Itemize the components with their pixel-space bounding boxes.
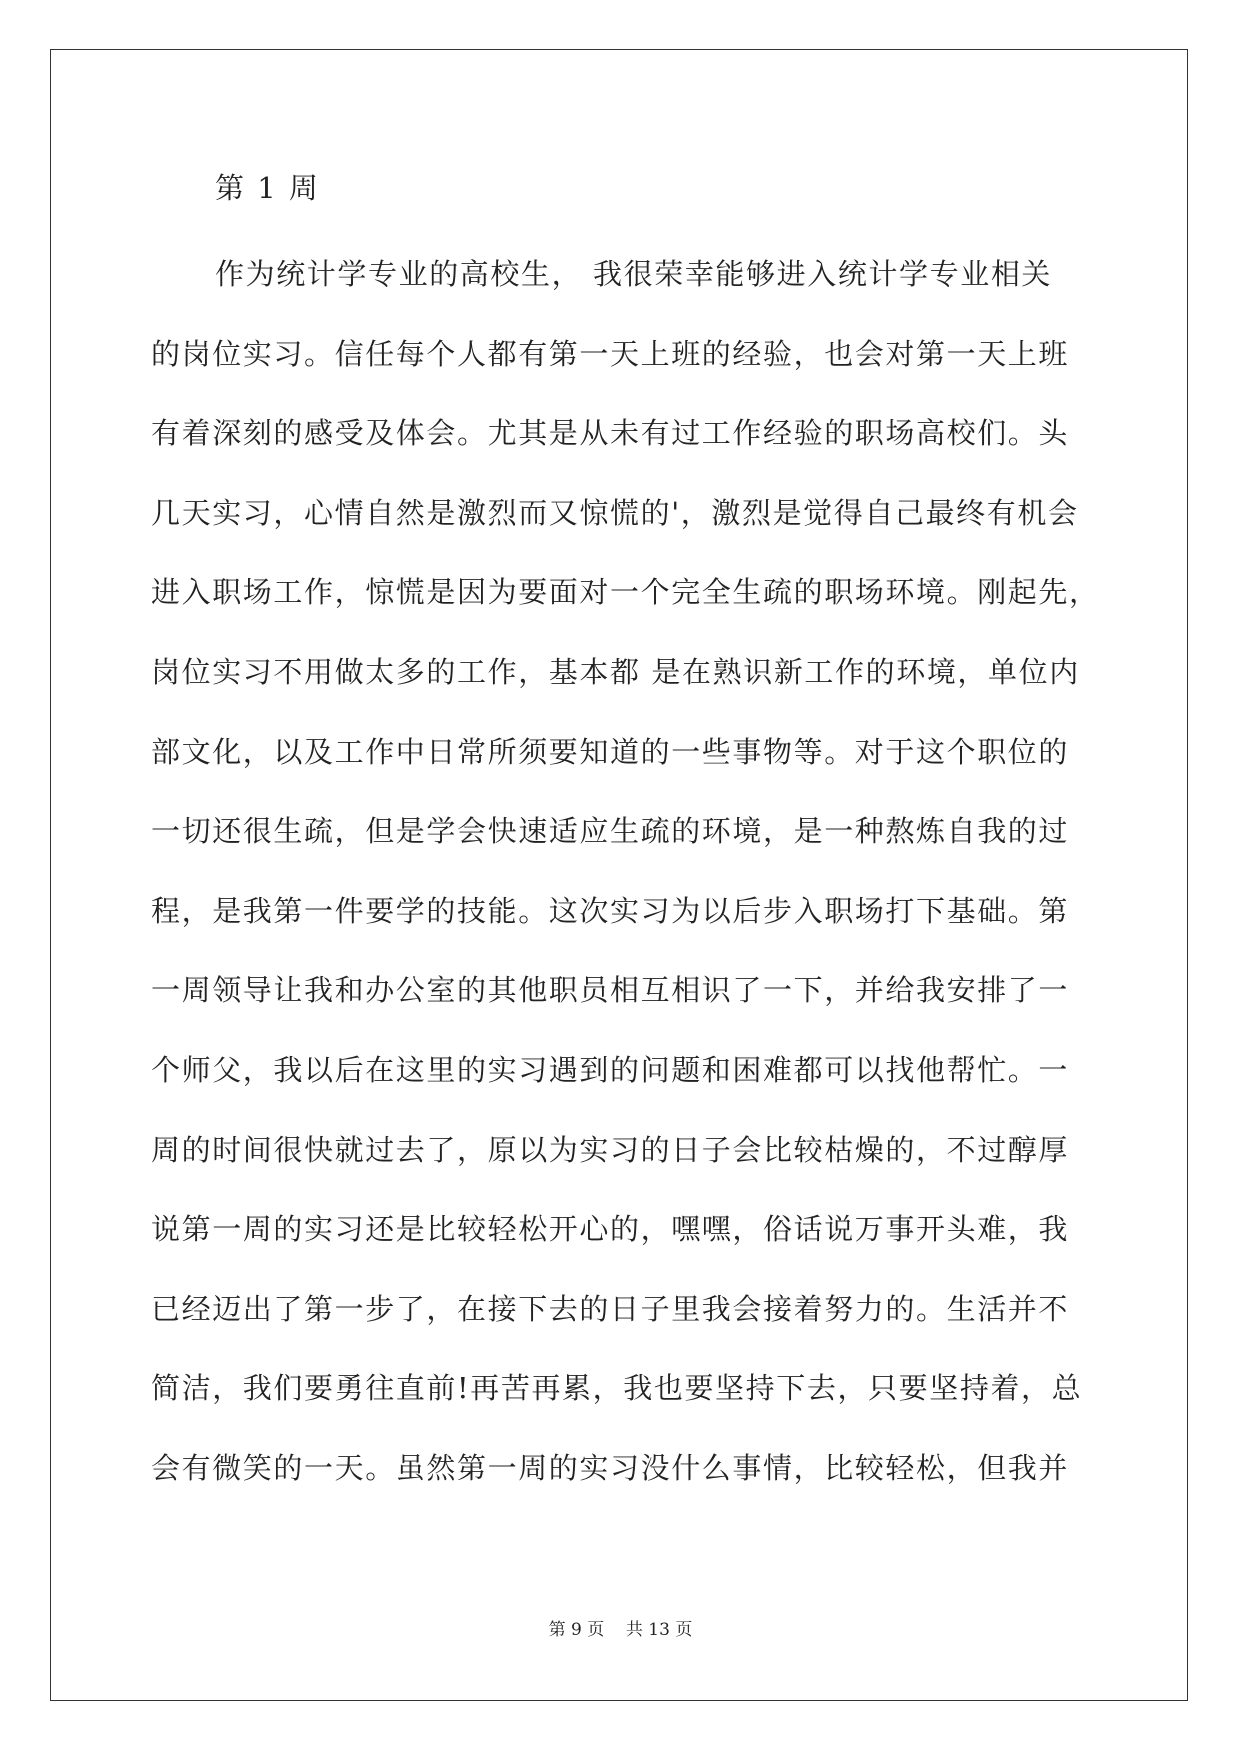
text-line: 一周领导让我和办公室的其他职员相互相识了一下，并给我安排了一: [151, 973, 1070, 1008]
text-line: 个师父，我以后在这里的实习遇到的问题和困难都可以找他帮忙。一: [151, 1052, 1070, 1087]
page-number-footer: 第 9 页 共 13 页: [548, 1620, 693, 1640]
text-line: 几天实习，心情自然是激烈而又惊慌的'，激烈是觉得自己最终有机会: [151, 495, 1079, 530]
section-heading: 第 1 周: [215, 171, 320, 205]
text-line: 会有微笑的一天。虽然第一周的实习没什么事情，比较轻松，但我并: [151, 1450, 1070, 1485]
text-line: 已经迈出了第一步了，在接下去的日子里我会接着努力的。生活并不: [151, 1291, 1070, 1326]
body-text: [151, 254, 1100, 1528]
text-line: 岗位实习不用做太多的工作，基本都 是在熟识新工作的环境，单位内: [151, 654, 1080, 689]
text-line: 的岗位实习。信任每个人都有第一天上班的经验，也会对第一天上班: [151, 336, 1070, 371]
text-line: 程，是我第一件要学的技能。这次实习为以后步入职场打下基础。第: [151, 893, 1070, 928]
text-line: 进入职场工作，惊慌是因为要面对一个完全生疏的职场环境。刚起先，: [151, 575, 1100, 610]
text-line: 简洁，我们要勇往直前!再苦再累，我也要坚持下去，只要坚持着，总: [151, 1371, 1083, 1406]
text-line: 周的时间很快就过去了，原以为实习的日子会比较枯燥的，不过醇厚: [151, 1132, 1070, 1167]
text-line: 一切还很生疏，但是学会快速适应生疏的环境，是一种熬炼自我的过: [151, 814, 1070, 849]
text-line: 有着深刻的感受及体会。尤其是从未有过工作经验的职场高校们。头: [151, 416, 1070, 451]
text-line: 作为统计学专业的高校生， 我很荣幸能够进入统计学专业相关: [215, 257, 1053, 291]
text-line: 说第一周的实习还是比较轻松开心的，嘿嘿，俗话说万事开头难，我: [151, 1212, 1070, 1247]
text-line: 部文化，以及工作中日常所须要知道的一些事物等。对于这个职位的: [151, 734, 1070, 769]
